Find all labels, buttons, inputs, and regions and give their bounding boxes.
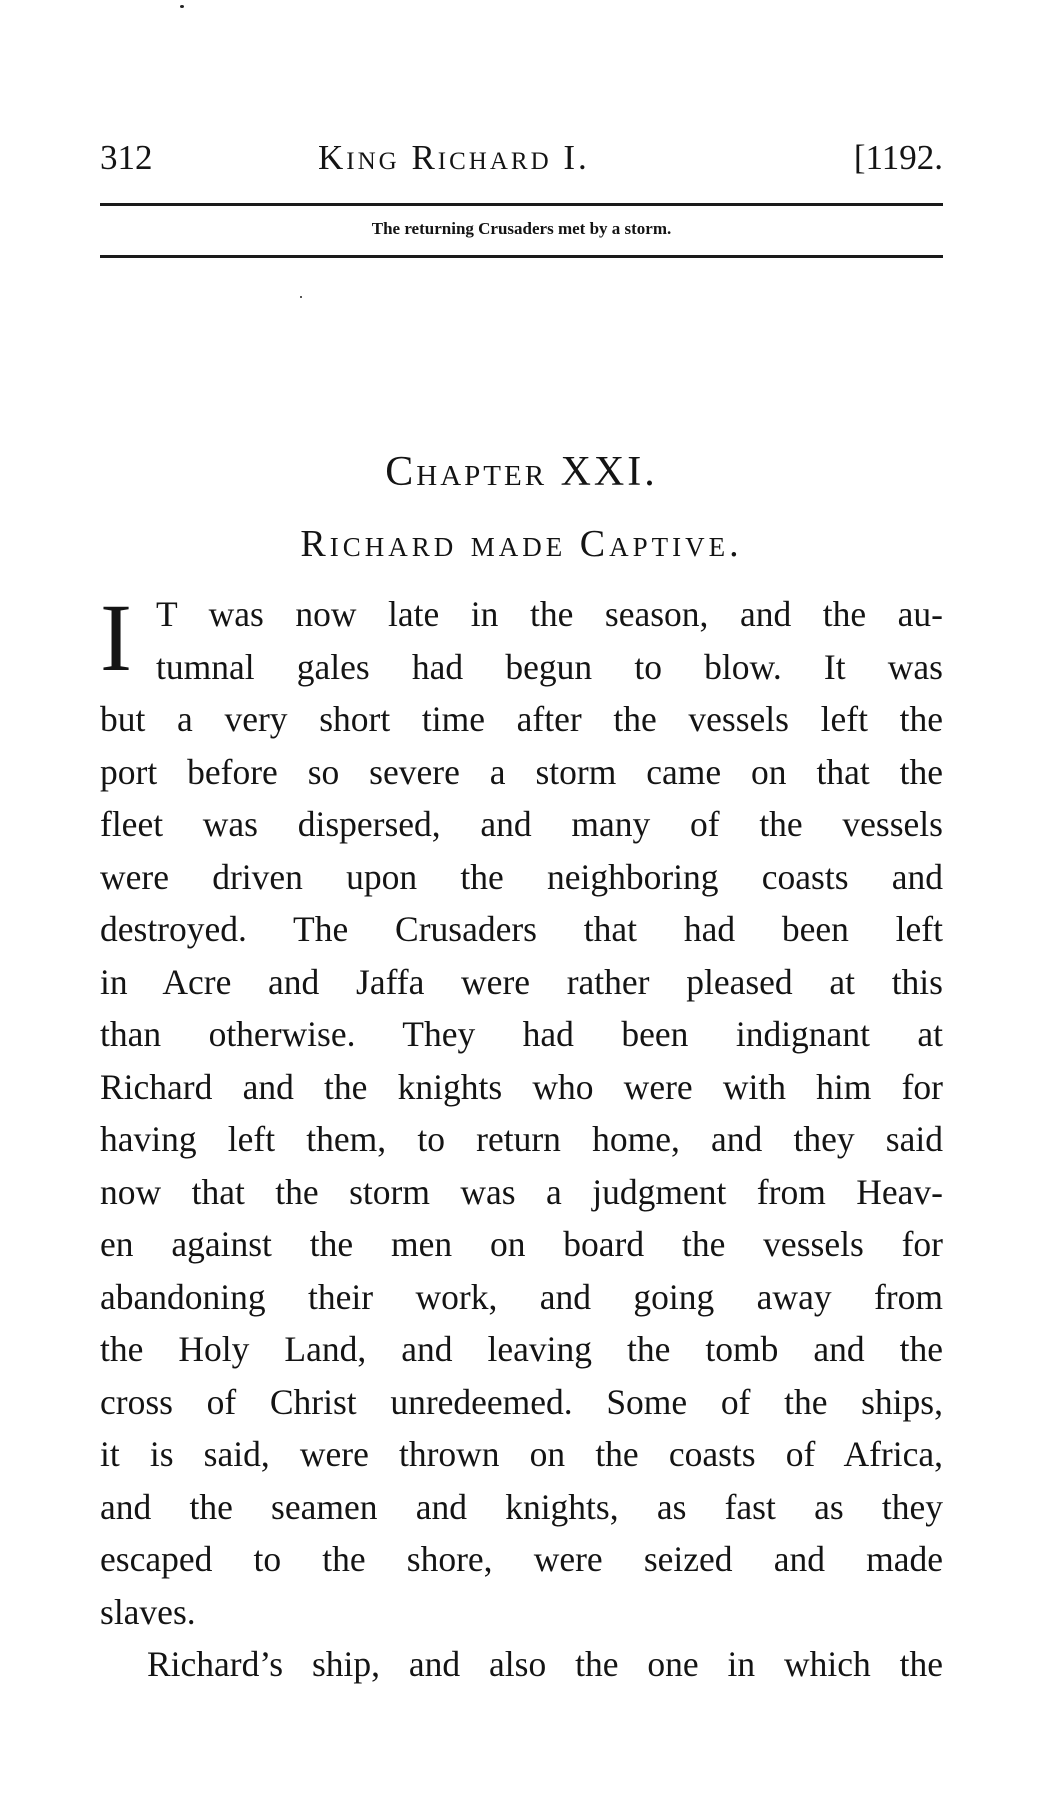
header-rule-top bbox=[100, 203, 943, 206]
ink-speck bbox=[180, 5, 184, 8]
paragraph bbox=[100, 1638, 943, 1691]
text-line: abandoning their work, and going away from bbox=[100, 1276, 943, 1317]
text-line: escaped to the shore, were seized and made bbox=[100, 1539, 943, 1579]
year-marker: [1192. bbox=[853, 138, 943, 177]
running-title: King Richard I. bbox=[318, 138, 590, 177]
ink-speck bbox=[300, 296, 302, 298]
text-line: slaves. bbox=[100, 1591, 196, 1632]
text-line: than otherwise. They had been indignant at bbox=[100, 1014, 943, 1054]
text-line: it is said, were thrown on the coasts of Africa, bbox=[100, 1434, 943, 1474]
text-line: Richard’s ship, and also the one in which the bbox=[147, 1644, 943, 1684]
body-text bbox=[100, 584, 943, 1691]
text-line: fleet was dispersed, and many of the vessels bbox=[100, 804, 943, 844]
text-line: in Acre and Jaffa were rather pleased at this bbox=[100, 961, 943, 1002]
running-head bbox=[100, 138, 943, 188]
chapter-title: Richard made Captive. bbox=[300, 523, 743, 565]
header-rule-bottom bbox=[100, 255, 943, 258]
page-subhead: The returning Crusaders met by a storm. bbox=[371, 219, 672, 238]
text-line: port before so severe a storm came on that the bbox=[100, 751, 943, 792]
text-line: destroyed. The Crusaders that had been left bbox=[100, 909, 943, 949]
text-line: Richard and the knights who were with him for bbox=[100, 1066, 943, 1107]
text-line: cross of Christ unredeemed. Some of the ships, bbox=[100, 1381, 943, 1422]
text-line: and the seamen and knights, as fast as they bbox=[100, 1486, 943, 1527]
chapter-number: Chapter XXI. bbox=[385, 449, 658, 495]
paragraph bbox=[100, 584, 943, 1638]
text-line: the Holy Land, and leaving the tomb and the bbox=[100, 1329, 943, 1369]
drop-cap: I bbox=[100, 584, 132, 691]
page-number: 312 bbox=[100, 138, 153, 177]
text-line: now that the storm was a judgment from Heav- bbox=[100, 1171, 943, 1212]
text-line: tumnal gales had begun to blow. It was bbox=[156, 646, 943, 687]
text-line: T was now late in the season, and the au- bbox=[156, 594, 943, 634]
text-line: having left them, to return home, and they said bbox=[100, 1119, 943, 1159]
text-line: but a very short time after the vessels left the bbox=[100, 699, 943, 739]
text-line: were driven upon the neighboring coasts and bbox=[100, 856, 943, 897]
text-line: en against the men on board the vessels for bbox=[100, 1224, 943, 1264]
